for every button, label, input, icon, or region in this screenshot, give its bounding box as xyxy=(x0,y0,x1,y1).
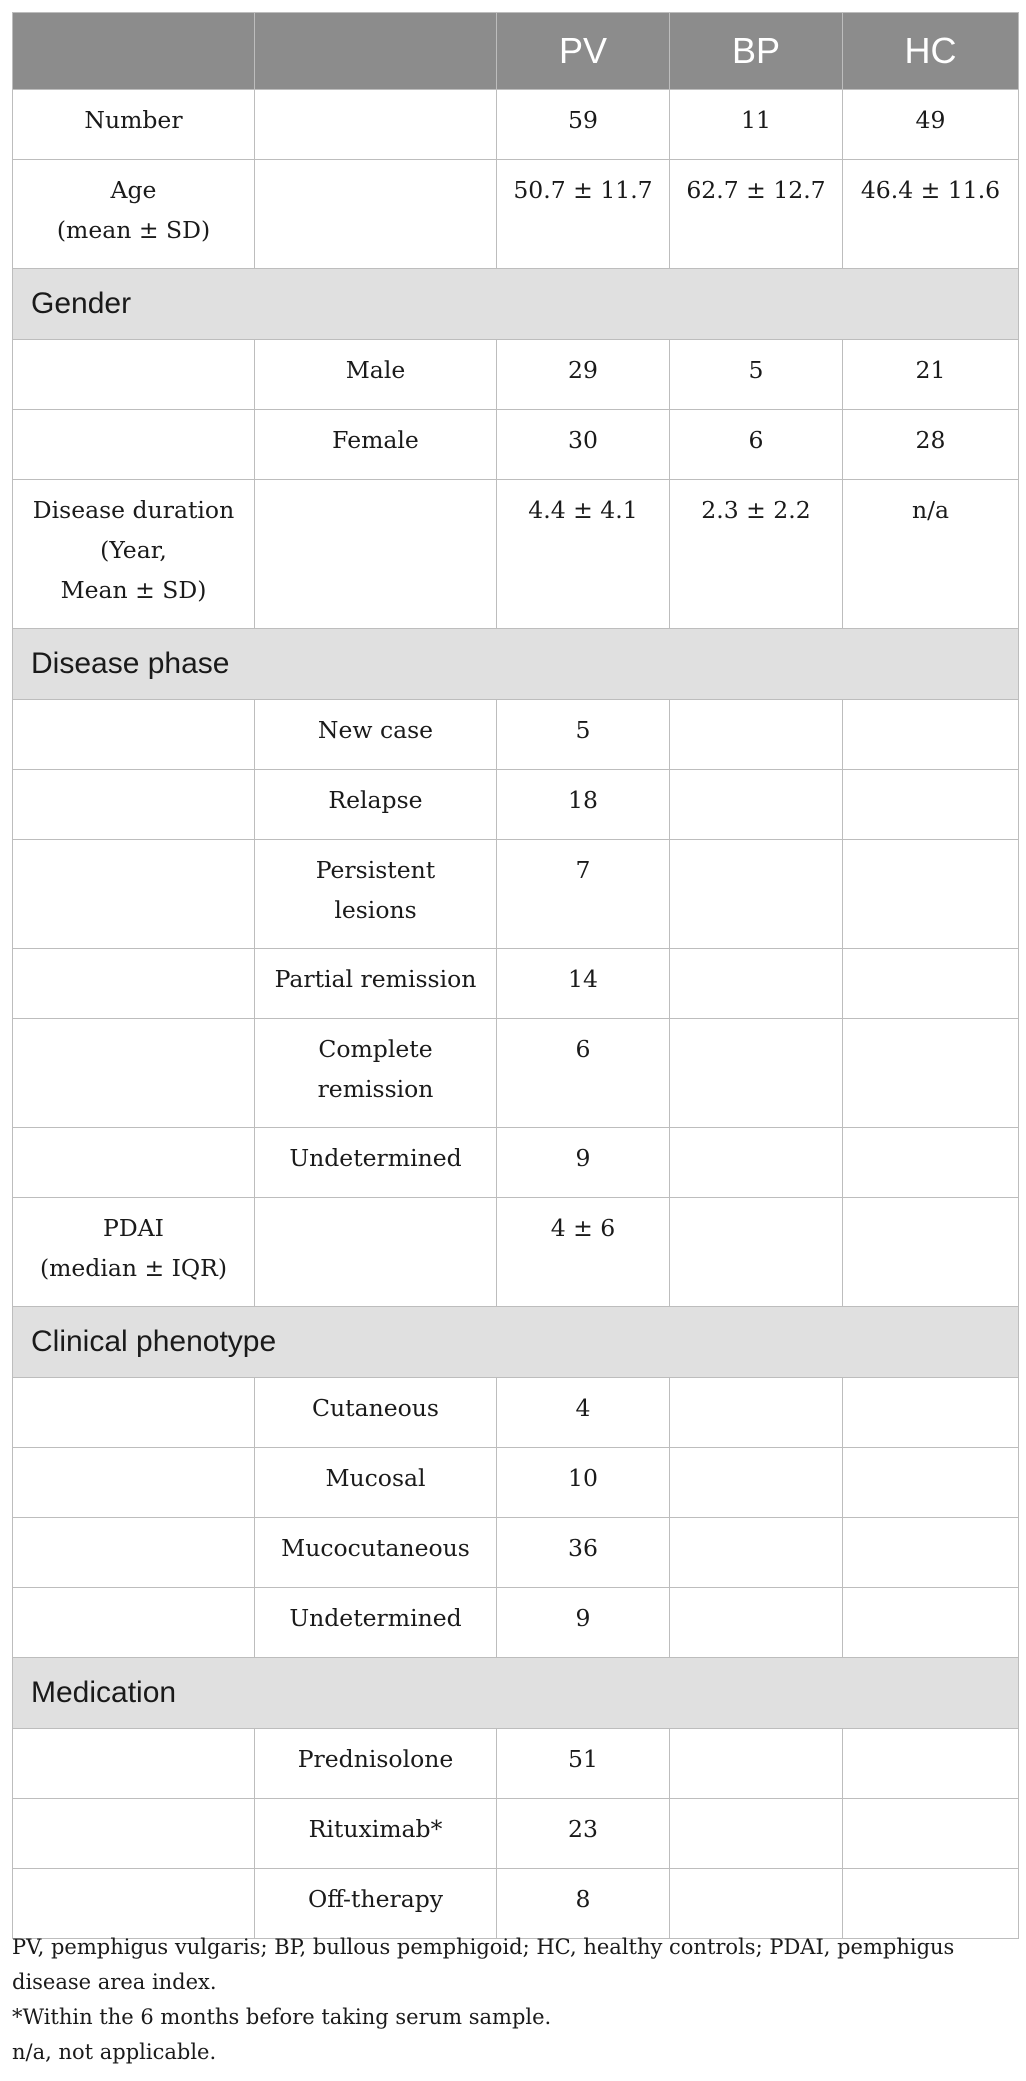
row-sublabel-cell: Off-therapy xyxy=(255,1869,497,1939)
bp-value-cell: 5 xyxy=(670,340,843,410)
hc-value-cell: 21 xyxy=(843,340,1019,410)
row-sublabel-cell xyxy=(255,480,497,629)
table-row xyxy=(13,160,1019,269)
header-cell-label xyxy=(13,13,255,90)
table-body xyxy=(13,90,1019,1939)
row-label-cell xyxy=(13,949,255,1019)
bp-value-cell xyxy=(670,1799,843,1869)
row-label-cell xyxy=(13,700,255,770)
bp-value-cell xyxy=(670,1729,843,1799)
row-sublabel-cell: Prednisolone xyxy=(255,1729,497,1799)
pv-value-cell: 6 xyxy=(497,1019,670,1128)
section-title: Disease phase xyxy=(13,629,1019,700)
row-label-cell xyxy=(13,1588,255,1658)
row-sublabel-cell: Undetermined xyxy=(255,1588,497,1658)
pv-value-cell: 10 xyxy=(497,1448,670,1518)
hc-value-cell xyxy=(843,770,1019,840)
hc-value-cell: 46.4 ± 11.6 xyxy=(843,160,1019,269)
table-row xyxy=(13,1448,1019,1518)
pv-value-cell: 23 xyxy=(497,1799,670,1869)
bp-value-cell xyxy=(670,1588,843,1658)
pv-value-cell: 7 xyxy=(497,840,670,949)
table-container xyxy=(12,12,1018,1939)
pv-value-cell: 4 ± 6 xyxy=(497,1198,670,1307)
pv-value-cell: 4.4 ± 4.1 xyxy=(497,480,670,629)
pv-value-cell: 36 xyxy=(497,1518,670,1588)
bp-value-cell xyxy=(670,1378,843,1448)
hc-value-cell xyxy=(843,1799,1019,1869)
row-sublabel-cell: Undetermined xyxy=(255,1128,497,1198)
row-sublabel-cell: Rituximab* xyxy=(255,1799,497,1869)
hc-value-cell xyxy=(843,700,1019,770)
row-sublabel-cell: Persistent lesions xyxy=(255,840,497,949)
row-sublabel-cell: Mucocutaneous xyxy=(255,1518,497,1588)
row-sublabel-cell xyxy=(255,1198,497,1307)
row-label-cell xyxy=(13,840,255,949)
section-title: Gender xyxy=(13,269,1019,340)
row-sublabel-cell: Female xyxy=(255,410,497,480)
table-row xyxy=(13,700,1019,770)
row-label-cell: Number xyxy=(13,90,255,160)
table-row xyxy=(13,1729,1019,1799)
row-sublabel-cell: Partial remission xyxy=(255,949,497,1019)
bp-value-cell xyxy=(670,770,843,840)
row-sublabel-cell: Complete remission xyxy=(255,1019,497,1128)
hc-value-cell xyxy=(843,1869,1019,1939)
table-row xyxy=(13,340,1019,410)
row-label-cell: Age (mean ± SD) xyxy=(13,160,255,269)
bp-value-cell xyxy=(670,1518,843,1588)
hc-value-cell xyxy=(843,1729,1019,1799)
pv-value-cell: 30 xyxy=(497,410,670,480)
section-header-row xyxy=(13,1307,1019,1378)
pv-value-cell: 50.7 ± 11.7 xyxy=(497,160,670,269)
row-sublabel-cell: New case xyxy=(255,700,497,770)
table-row xyxy=(13,410,1019,480)
row-label-cell xyxy=(13,340,255,410)
pv-value-cell: 14 xyxy=(497,949,670,1019)
pv-value-cell: 29 xyxy=(497,340,670,410)
row-sublabel-cell: Mucosal xyxy=(255,1448,497,1518)
bp-value-cell xyxy=(670,1198,843,1307)
row-label-cell: PDAI (median ± IQR) xyxy=(13,1198,255,1307)
bp-value-cell xyxy=(670,1019,843,1128)
pv-value-cell: 5 xyxy=(497,700,670,770)
bp-value-cell xyxy=(670,1128,843,1198)
section-header-row xyxy=(13,269,1019,340)
hc-value-cell xyxy=(843,1588,1019,1658)
header-cell-bp: BP xyxy=(670,13,843,90)
bp-value-cell: 6 xyxy=(670,410,843,480)
bp-value-cell xyxy=(670,700,843,770)
pv-value-cell: 51 xyxy=(497,1729,670,1799)
table-header-row xyxy=(13,13,1019,90)
table-row xyxy=(13,1128,1019,1198)
hc-value-cell xyxy=(843,1198,1019,1307)
row-label-cell xyxy=(13,1869,255,1939)
table-row xyxy=(13,1378,1019,1448)
row-sublabel-cell: Relapse xyxy=(255,770,497,840)
hc-value-cell xyxy=(843,1518,1019,1588)
hc-value-cell xyxy=(843,1128,1019,1198)
footnote-abbreviations: PV, pemphigus vulgaris; BP, bullous pemphigoid; HC, healthy controls; PDAI, pemphigus disease area index. xyxy=(12,1935,955,1994)
section-title: Medication xyxy=(13,1658,1019,1729)
bp-value-cell xyxy=(670,949,843,1019)
hc-value-cell xyxy=(843,1378,1019,1448)
row-sublabel-cell xyxy=(255,160,497,269)
row-label-cell xyxy=(13,770,255,840)
pv-value-cell: 9 xyxy=(497,1588,670,1658)
pv-value-cell: 8 xyxy=(497,1869,670,1939)
table-row xyxy=(13,480,1019,629)
pv-value-cell: 18 xyxy=(497,770,670,840)
row-sublabel-cell: Male xyxy=(255,340,497,410)
section-header-row xyxy=(13,1658,1019,1729)
hc-value-cell: n/a xyxy=(843,480,1019,629)
hc-value-cell xyxy=(843,1019,1019,1128)
pv-value-cell: 59 xyxy=(497,90,670,160)
hc-value-cell xyxy=(843,949,1019,1019)
row-label-cell xyxy=(13,1799,255,1869)
row-label-cell xyxy=(13,410,255,480)
row-label-cell xyxy=(13,1128,255,1198)
row-sublabel-cell xyxy=(255,90,497,160)
bp-value-cell: 11 xyxy=(670,90,843,160)
table-row xyxy=(13,770,1019,840)
pv-value-cell: 9 xyxy=(497,1128,670,1198)
row-sublabel-cell: Cutaneous xyxy=(255,1378,497,1448)
table-row xyxy=(13,90,1019,160)
section-title: Clinical phenotype xyxy=(13,1307,1019,1378)
table-row xyxy=(13,1019,1019,1128)
hc-value-cell: 28 xyxy=(843,410,1019,480)
hc-value-cell xyxy=(843,1448,1019,1518)
bp-value-cell xyxy=(670,1448,843,1518)
hc-value-cell: 49 xyxy=(843,90,1019,160)
hc-value-cell xyxy=(843,840,1019,949)
footnotes xyxy=(12,1930,1018,2070)
demographics-table xyxy=(12,12,1019,1939)
row-label-cell xyxy=(13,1378,255,1448)
row-label-cell xyxy=(13,1518,255,1588)
table-row xyxy=(13,1869,1019,1939)
row-label-cell xyxy=(13,1019,255,1128)
bp-value-cell xyxy=(670,840,843,949)
bp-value-cell: 2.3 ± 2.2 xyxy=(670,480,843,629)
table-row xyxy=(13,1518,1019,1588)
pv-value-cell: 4 xyxy=(497,1378,670,1448)
section-header-row xyxy=(13,629,1019,700)
row-label-cell xyxy=(13,1729,255,1799)
table-row xyxy=(13,1799,1019,1869)
bp-value-cell xyxy=(670,1869,843,1939)
header-cell-sub xyxy=(255,13,497,90)
table-row xyxy=(13,840,1019,949)
footnote-na: n/a, not applicable. xyxy=(12,2040,217,2064)
header-cell-pv: PV xyxy=(497,13,670,90)
header-cell-hc: HC xyxy=(843,13,1019,90)
bp-value-cell: 62.7 ± 12.7 xyxy=(670,160,843,269)
table-row xyxy=(13,949,1019,1019)
table-row xyxy=(13,1588,1019,1658)
row-label-cell xyxy=(13,1448,255,1518)
footnote-rituximab: *Within the 6 months before taking serum sample. xyxy=(12,2005,552,2029)
table-row xyxy=(13,1198,1019,1307)
row-label-cell: Disease duration (Year, Mean ± SD) xyxy=(13,480,255,629)
